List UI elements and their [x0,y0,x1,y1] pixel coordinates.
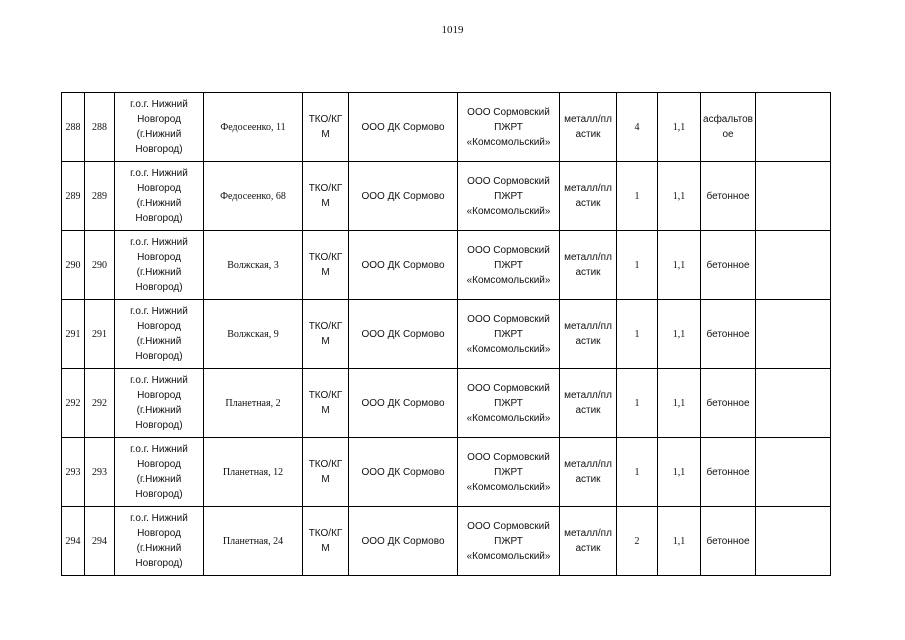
material-line: астик [575,267,601,278]
waste-type-cell [303,231,349,300]
location-cell [115,93,204,162]
waste-type-cell [303,369,349,438]
material-line: металл/пл [564,528,612,539]
loc-line: (г.Нижний [136,267,182,278]
type-line: М [321,336,330,347]
surface-cell [701,438,756,507]
material-line: астик [575,543,601,554]
loc-line: Новгород) [135,213,183,224]
container-volume-cell: 1,1 [658,438,701,507]
service-line: ПЖРТ [494,466,523,478]
loc-line: Новгород) [135,558,183,569]
service-line: ООО Сормовский [467,520,550,532]
type-line: М [321,474,330,485]
row-number-secondary: 288 [85,93,115,162]
container-count-cell: 1 [617,231,658,300]
loc-line: (г.Нижний [136,474,182,485]
loc-line: (г.Нижний [136,543,182,554]
row-number: 288 [62,93,85,162]
extra-cell [756,162,831,231]
waste-type-cell [303,438,349,507]
type-line: ТКО/КГ [308,321,343,332]
service-line: ПЖРТ [494,190,523,202]
organization-cell: ООО ДК Сормово [349,93,458,162]
loc-line: г.о.г. Нижний [130,444,188,455]
type-line: ТКО/КГ [308,528,343,539]
loc-line: (г.Нижний [136,198,182,209]
type-line: М [321,129,330,140]
type-line: М [321,405,330,416]
extra-cell [756,300,831,369]
loc-line: Новгород [137,459,181,470]
service-line: ООО Сормовский [467,244,550,256]
material-line: астик [575,129,601,140]
loc-line: Новгород [137,321,181,332]
service-line: «Комсомольский» [466,412,551,424]
row-number: 289 [62,162,85,231]
material-cell [560,231,617,300]
waste-type-cell [303,300,349,369]
service-line: «Комсомольский» [466,136,551,148]
row-number: 290 [62,231,85,300]
row-number-secondary: 292 [85,369,115,438]
loc-line: г.о.г. Нижний [130,237,188,248]
material-cell [560,162,617,231]
surface-cell [701,93,756,162]
service-line: «Комсомольский» [466,481,551,493]
waste-type-cell [303,93,349,162]
material-cell [560,369,617,438]
container-volume-cell: 1,1 [658,93,701,162]
surface-cell [701,231,756,300]
material-line: астик [575,405,601,416]
loc-line: (г.Нижний [136,336,182,347]
material-line: металл/пл [564,252,612,263]
organization-cell: ООО ДК Сормово [349,231,458,300]
row-number: 294 [62,507,85,576]
surface-line: бетонное [706,259,750,271]
extra-cell [756,93,831,162]
loc-line: Новгород) [135,351,183,362]
loc-line: (г.Нижний [136,405,182,416]
type-line: ТКО/КГ [308,390,343,401]
type-line: ТКО/КГ [308,252,343,263]
loc-line: Новгород [137,528,181,539]
container-volume-cell: 1,1 [658,507,701,576]
loc-line: (г.Нижний [136,129,182,140]
row-number-secondary: 294 [85,507,115,576]
type-line: М [321,267,330,278]
surface-cell [701,507,756,576]
service-line: ООО Сормовский [467,382,550,394]
loc-line: г.о.г. Нижний [130,306,188,317]
service-line: «Комсомольский» [466,343,551,355]
service-company-cell [458,369,560,438]
material-line: астик [575,474,601,485]
row-number: 292 [62,369,85,438]
material-line: металл/пл [564,114,612,125]
extra-cell [756,438,831,507]
service-line: «Комсомольский» [466,274,551,286]
material-cell [560,93,617,162]
service-company-cell [458,162,560,231]
street-cell: Волжская, 9 [204,300,303,369]
container-count-cell: 2 [617,507,658,576]
table-row [62,162,831,231]
service-line: ПЖРТ [494,259,523,271]
street-cell: Волжская, 3 [204,231,303,300]
table-row [62,93,831,162]
loc-line: Новгород) [135,144,183,155]
container-volume-cell: 1,1 [658,231,701,300]
extra-cell [756,507,831,576]
container-count-cell: 4 [617,93,658,162]
registry-table [61,92,831,576]
loc-line: г.о.г. Нижний [130,168,188,179]
container-count-cell: 1 [617,162,658,231]
surface-line: бетонное [706,328,750,340]
surface-line: бетонное [706,466,750,478]
location-cell [115,369,204,438]
service-line: ООО Сормовский [467,106,550,118]
row-number-secondary: 291 [85,300,115,369]
service-line: «Комсомольский» [466,205,551,217]
surface-line: асфальтов [703,114,753,125]
loc-line: Новгород) [135,282,183,293]
type-line: ТКО/КГ [308,114,343,125]
service-line: ПЖРТ [494,328,523,340]
row-number-secondary: 289 [85,162,115,231]
table-row [62,300,831,369]
material-line: металл/пл [564,183,612,194]
street-cell: Федосеенко, 68 [204,162,303,231]
loc-line: Новгород [137,390,181,401]
surface-line: бетонное [706,535,750,547]
service-company-cell [458,93,560,162]
row-number: 293 [62,438,85,507]
row-number-secondary: 293 [85,438,115,507]
service-company-cell [458,507,560,576]
table-row [62,231,831,300]
location-cell [115,300,204,369]
organization-cell: ООО ДК Сормово [349,507,458,576]
table-row [62,507,831,576]
loc-line: г.о.г. Нижний [130,99,188,110]
street-cell: Планетная, 24 [204,507,303,576]
container-volume-cell: 1,1 [658,369,701,438]
service-line: ООО Сормовский [467,175,550,187]
surface-line: бетонное [706,397,750,409]
loc-line: Новгород [137,183,181,194]
surface-cell [701,369,756,438]
street-cell: Федосеенко, 11 [204,93,303,162]
service-company-cell [458,231,560,300]
organization-cell: ООО ДК Сормово [349,369,458,438]
loc-line: г.о.г. Нижний [130,375,188,386]
location-cell [115,231,204,300]
type-line: ТКО/КГ [308,183,343,194]
type-line: М [321,198,330,209]
container-count-cell: 1 [617,369,658,438]
service-company-cell [458,300,560,369]
material-line: металл/пл [564,459,612,470]
material-cell [560,300,617,369]
service-line: ПЖРТ [494,121,523,133]
container-volume-cell: 1,1 [658,162,701,231]
organization-cell: ООО ДК Сормово [349,300,458,369]
service-company-cell [458,438,560,507]
loc-line: Новгород) [135,489,183,500]
page-number: 1019 [441,24,464,36]
material-line: металл/пл [564,390,612,401]
waste-type-cell [303,162,349,231]
material-line: астик [575,336,601,347]
extra-cell [756,369,831,438]
service-line: ООО Сормовский [467,313,550,325]
material-cell [560,507,617,576]
container-volume-cell: 1,1 [658,300,701,369]
surface-cell [701,300,756,369]
location-cell [115,507,204,576]
location-cell [115,162,204,231]
loc-line: Новгород) [135,420,183,431]
material-cell [560,438,617,507]
type-line: ТКО/КГ [308,459,343,470]
location-cell [115,438,204,507]
container-count-cell: 1 [617,300,658,369]
loc-line: Новгород [137,252,181,263]
organization-cell: ООО ДК Сормово [349,438,458,507]
organization-cell: ООО ДК Сормово [349,162,458,231]
container-count-cell: 1 [617,438,658,507]
table-row [62,438,831,507]
extra-cell [756,231,831,300]
table-body [62,93,831,576]
row-number: 291 [62,300,85,369]
type-line: М [321,543,330,554]
street-cell: Планетная, 12 [204,438,303,507]
service-line: ООО Сормовский [467,451,550,463]
loc-line: г.о.г. Нижний [130,513,188,524]
surface-line: бетонное [706,190,750,202]
service-line: ПЖРТ [494,535,523,547]
row-number-secondary: 290 [85,231,115,300]
waste-type-cell [303,507,349,576]
service-line: «Комсомольский» [466,550,551,562]
surface-cell [701,162,756,231]
loc-line: Новгород [137,114,181,125]
service-line: ПЖРТ [494,397,523,409]
table-row [62,369,831,438]
material-line: металл/пл [564,321,612,332]
surface-line: ое [722,129,734,140]
street-cell: Планетная, 2 [204,369,303,438]
material-line: астик [575,198,601,209]
